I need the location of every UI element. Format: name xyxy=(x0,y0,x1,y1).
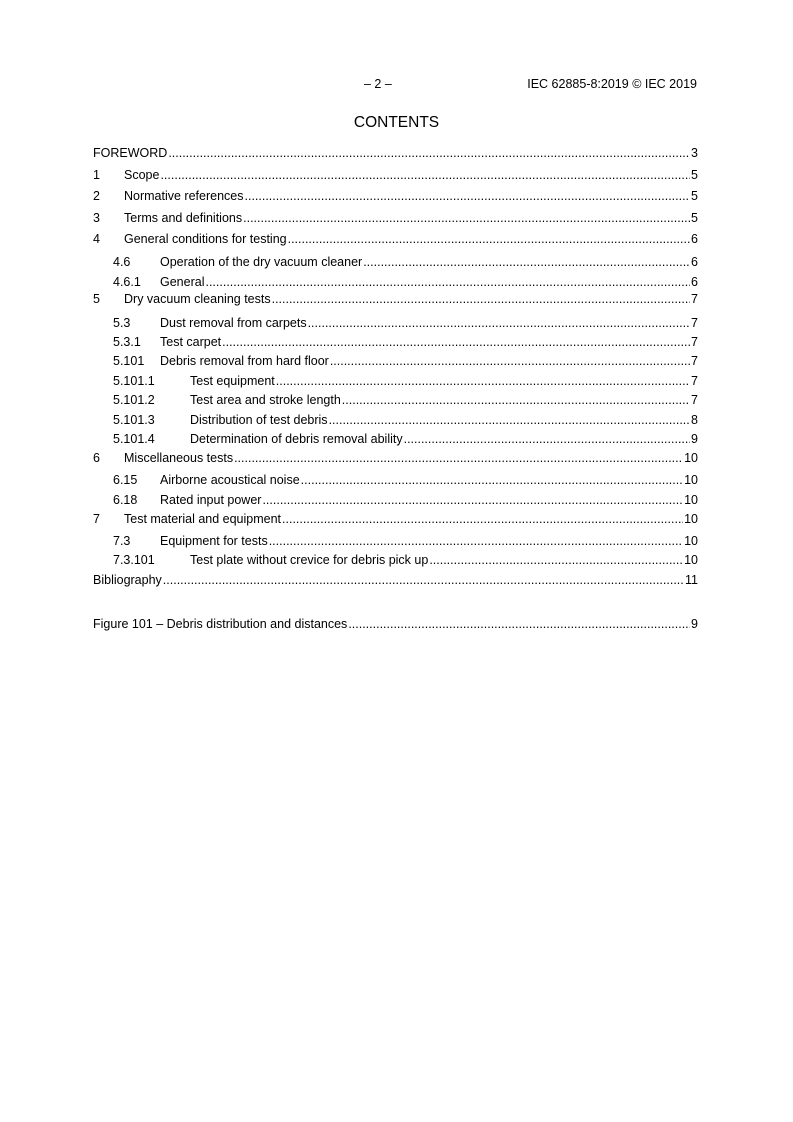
toc-entry-title: General conditions for testing xyxy=(124,232,287,246)
toc-entry-title: Bibliography xyxy=(93,573,162,587)
toc-entry[interactable] xyxy=(93,431,698,448)
dot-leader xyxy=(163,572,684,589)
toc-entry[interactable] xyxy=(93,210,698,227)
toc-entry-page: 10 xyxy=(684,473,698,487)
toc-entry[interactable] xyxy=(93,412,698,429)
toc-entry[interactable] xyxy=(93,145,698,162)
toc-entry-title: Figure 101 – Debris distribution and distances xyxy=(93,617,348,631)
toc-entry-number: 5.3.1 xyxy=(113,335,141,349)
toc-entry-number: 5 xyxy=(93,292,100,306)
toc-entry-title: FOREWORD xyxy=(93,146,168,160)
toc-entry-page: 7 xyxy=(691,354,698,368)
toc-entry-page: 10 xyxy=(684,553,698,567)
toc-entry[interactable] xyxy=(93,373,698,390)
toc-entry-number: 1 xyxy=(93,168,100,182)
toc-entry[interactable] xyxy=(93,511,698,528)
dot-leader xyxy=(160,167,690,184)
toc-entry-page: 7 xyxy=(691,374,698,388)
toc-entry-page: 5 xyxy=(691,189,698,203)
toc-entry-page: 7 xyxy=(691,292,698,306)
toc-entry[interactable] xyxy=(93,450,698,467)
toc-entry[interactable] xyxy=(93,392,698,409)
toc-entry[interactable] xyxy=(93,231,698,248)
toc-entry-title: General xyxy=(160,275,205,289)
toc-entry-page: 9 xyxy=(691,617,698,631)
dot-leader xyxy=(222,334,690,351)
toc-entry[interactable] xyxy=(93,492,698,509)
dot-leader xyxy=(243,210,690,227)
dot-leader xyxy=(272,291,690,308)
dot-leader xyxy=(404,431,690,448)
dot-leader xyxy=(363,254,690,271)
toc-entry-number: 5.101 xyxy=(113,354,145,368)
dot-leader xyxy=(234,450,683,467)
toc-entry[interactable] xyxy=(93,472,698,489)
toc-entry-page: 10 xyxy=(684,493,698,507)
toc-entry-number: 3 xyxy=(93,211,100,225)
toc-entry-title: Scope xyxy=(124,168,160,182)
toc-entry-title: Test material and equipment xyxy=(124,512,282,526)
toc-entry-number: 5.101.3 xyxy=(113,413,155,427)
dot-leader xyxy=(330,353,690,370)
toc-entry-page: 6 xyxy=(691,275,698,289)
toc-entry-page: 8 xyxy=(691,413,698,427)
toc-entry-page: 7 xyxy=(691,393,698,407)
document-id: IEC 62885-8:2019 © IEC 2019 xyxy=(527,77,697,91)
toc-entry[interactable] xyxy=(93,616,698,633)
dot-leader xyxy=(301,472,683,489)
dot-leader xyxy=(269,533,683,550)
dot-leader xyxy=(168,145,690,162)
toc-entry-number: 7 xyxy=(93,512,100,526)
toc-entry[interactable] xyxy=(93,533,698,550)
toc-entry-title: Dry vacuum cleaning tests xyxy=(124,292,271,306)
dot-leader xyxy=(276,373,690,390)
toc-entry-page: 7 xyxy=(691,335,698,349)
toc-entry-number: 7.3 xyxy=(113,534,131,548)
dot-leader xyxy=(429,552,683,569)
toc-entry-number: 4.6.1 xyxy=(113,275,141,289)
toc-entry-number: 6.15 xyxy=(113,473,138,487)
toc-entry-number: 5.3 xyxy=(113,316,131,330)
toc-entry-title: Debris removal from hard floor xyxy=(160,354,329,368)
toc-entry-number: 6.18 xyxy=(113,493,138,507)
dot-leader xyxy=(348,616,690,633)
page-header xyxy=(0,77,793,93)
toc-entry-page: 6 xyxy=(691,232,698,246)
toc-entry-title: Terms and definitions xyxy=(124,211,243,225)
dot-leader xyxy=(342,392,690,409)
toc-entry[interactable] xyxy=(93,167,698,184)
toc-entry-page: 10 xyxy=(684,534,698,548)
toc-entry-title: Test equipment xyxy=(190,374,275,388)
toc-entry[interactable] xyxy=(93,274,698,291)
toc-entry-page: 9 xyxy=(691,432,698,446)
toc-entry-page: 5 xyxy=(691,211,698,225)
toc-entry[interactable] xyxy=(93,552,698,569)
toc-entry-title: Determination of debris removal ability xyxy=(190,432,403,446)
toc-entry-page: 3 xyxy=(691,146,698,160)
dot-leader xyxy=(329,412,690,429)
toc-entry-page: 10 xyxy=(684,451,698,465)
toc-entry[interactable] xyxy=(93,315,698,332)
toc-entry-page: 6 xyxy=(691,255,698,269)
toc-entry-number: 4 xyxy=(93,232,100,246)
toc-entry-title: Test carpet xyxy=(160,335,222,349)
toc-entry[interactable] xyxy=(93,188,698,205)
page-title: CONTENTS xyxy=(353,114,440,131)
toc-entry-title: Miscellaneous tests xyxy=(124,451,234,465)
toc-entry-number: 5.101.1 xyxy=(113,374,155,388)
toc-entry-page: 5 xyxy=(691,168,698,182)
dot-leader xyxy=(245,188,691,205)
toc-entry-number: 7.3.101 xyxy=(113,553,155,567)
toc-entry-title: Distribution of test debris xyxy=(190,413,328,427)
toc-entry[interactable] xyxy=(93,572,698,589)
toc-entry-page: 11 xyxy=(685,573,698,587)
dot-leader xyxy=(308,315,690,332)
toc-entry-number: 6 xyxy=(93,451,100,465)
toc-entry-number: 5.101.2 xyxy=(113,393,155,407)
dot-leader xyxy=(205,274,690,291)
page-number: – 2 – xyxy=(364,77,392,91)
toc-entry[interactable] xyxy=(93,291,698,308)
toc-entry[interactable] xyxy=(93,254,698,271)
toc-entry-number: 4.6 xyxy=(113,255,131,269)
dot-leader xyxy=(282,511,683,528)
toc-entry-title: Test plate without crevice for debris pick up xyxy=(190,553,429,567)
toc-entry-page: 10 xyxy=(684,512,698,526)
toc-entry[interactable] xyxy=(93,334,698,351)
toc-entry-title: Dust removal from carpets xyxy=(160,316,307,330)
toc-entry-title: Rated input power xyxy=(160,493,262,507)
toc-entry-number: 2 xyxy=(93,189,100,203)
toc-entry[interactable] xyxy=(93,353,698,370)
toc-entry-title: Operation of the dry vacuum cleaner xyxy=(160,255,363,269)
toc-entry-number: 5.101.4 xyxy=(113,432,155,446)
dot-leader xyxy=(288,231,690,248)
toc-entry-title: Test area and stroke length xyxy=(190,393,341,407)
toc-entry-title: Equipment for tests xyxy=(160,534,268,548)
dot-leader xyxy=(262,492,683,509)
toc-entry-title: Normative references xyxy=(124,189,244,203)
toc-entry-title: Airborne acoustical noise xyxy=(160,473,300,487)
toc-entry-page: 7 xyxy=(691,316,698,330)
